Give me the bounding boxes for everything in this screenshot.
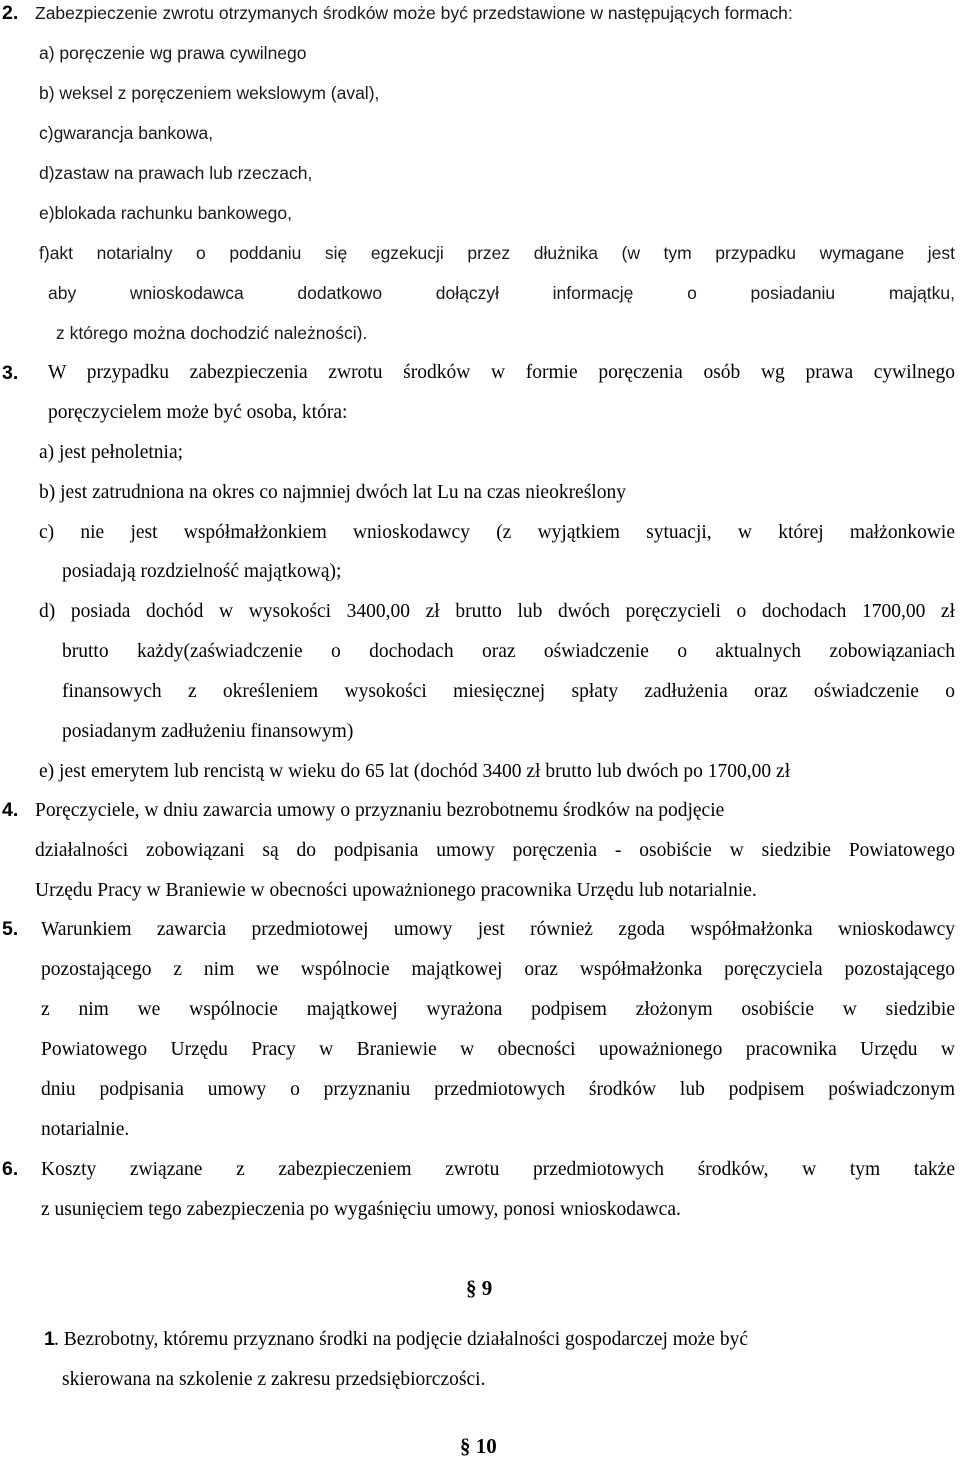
item-5-line-1: Warunkiem zawarcia przedmiotowej umowy jest również zgoda współmałżonka wnioskodawcy [41, 919, 955, 940]
item-2-number: 2. [2, 2, 19, 24]
section-9-line-2: skierowana na szkolenie z zakresu przedsiębiorczości. [62, 1369, 486, 1390]
item-3-condition-b: b) jest zatrudniona na okres co najmniej dwóch lat Lu na czas nieokreślony [39, 482, 626, 503]
item-3-condition-e: e) jest emerytem lub rencistą w wieku do 65 lat (dochód 3400 zł brutto lub dwóch po 1700,00 zł [39, 761, 791, 782]
section-9-item-number: 1 [44, 1328, 55, 1350]
item-3-line-1: W przypadku zabezpieczenia zwrotu środków w formie poręczenia osób wg prawa cywilnego [48, 362, 955, 383]
item-3-number: 3. [2, 362, 19, 384]
item-5-line-5: dniu podpisania umowy o przyznaniu przedmiotowych środków lub podpisem poświadczonym [41, 1079, 955, 1100]
section-9-heading: § 9 [466, 1276, 493, 1300]
item-2-option-f-cont-2: z którego można dochodzić należności). [56, 323, 368, 343]
item-4-line-1: Poręczyciele, w dniu zawarcia umowy o przyznaniu bezrobotnemu środków na podjęcie [35, 800, 725, 821]
item-2-option-c: c)gwarancja bankowa, [39, 123, 214, 143]
item-3-condition-d-cont-3: posiadanym zadłużeniu finansowym) [62, 721, 354, 742]
item-2-option-f: f)akt notarialny o poddaniu się egzekucji przez dłużnika (w tym przypadku wymagane jest [39, 243, 955, 263]
section-10-heading: § 10 [460, 1434, 497, 1458]
item-5-number: 5. [2, 918, 19, 940]
item-2-option-d: d)zastaw na prawach lub rzeczach, [39, 163, 313, 183]
item-5-line-3: z nim we wspólnocie majątkowej wyrażona podpisem złożonym osobiście w siedzibie [41, 999, 955, 1020]
item-3-condition-d-cont-2: finansowych z określeniem wysokości miesięcznej spłaty zadłużenia oraz oświadczenie o [62, 681, 955, 702]
item-5-line-2: pozostającego z nim we wspólnocie majątkowej oraz współmałżonka poręczyciela pozostającego [41, 959, 955, 980]
item-2-option-f-cont-1: aby wnioskodawca dodatkowo dołączył informację o posiadaniu majątku, [48, 283, 955, 303]
item-5-line-6: notarialnie. [41, 1119, 130, 1140]
item-5-line-4: Powiatowego Urzędu Pracy w Braniewie w obecności upoważnionego pracownika Urzędu w [41, 1039, 955, 1060]
item-2-option-a: a) poręczenie wg prawa cywilnego [39, 43, 307, 63]
item-4-number: 4. [2, 799, 19, 821]
item-6-line-1: Koszty związane z zabezpieczeniem zwrotu przedmiotowych środków, w tym także [41, 1159, 955, 1180]
section-9-line-1: . Bezrobotny, któremu przyznano środki na podjęcie działalności gospodarczej może być [54, 1329, 748, 1350]
item-3-line-2: poręczycielem może być osoba, która: [48, 402, 348, 423]
item-6-number: 6. [2, 1158, 19, 1180]
item-2-option-b: b) weksel z poręczeniem wekslowym (aval), [39, 83, 380, 103]
item-3-condition-c: c) nie jest współmałżonkiem wnioskodawcy (z wyjątkiem sytuacji, w której małżonkowie [39, 522, 955, 543]
item-3-condition-a: a) jest pełnoletnia; [39, 442, 184, 463]
item-3-condition-c-cont: posiadają rozdzielność majątkową); [62, 561, 342, 582]
item-4-line-3: Urzędu Pracy w Braniewie w obecności upoważnionego pracownika Urzędu lub notarialnie. [35, 880, 757, 901]
item-2-option-e: e)blokada rachunku bankowego, [39, 203, 292, 223]
item-6-line-2: z usunięciem tego zabezpieczenia po wygaśnięciu umowy, ponosi wnioskodawca. [41, 1199, 681, 1220]
item-3-condition-d: d) posiada dochód w wysokości 3400,00 zł brutto lub dwóch poręczycieli o dochodach 1700,00 zł [39, 601, 955, 622]
item-3-condition-d-cont-1: brutto każdy(zaświadczenie o dochodach oraz oświadczenie o aktualnych zobowiązaniach [62, 641, 955, 662]
item-4-line-2: działalności zobowiązani są do podpisania umowy poręczenia - osobiście w siedzibie Powiatowego [35, 840, 955, 861]
item-2-intro: Zabezpieczenie zwrotu otrzymanych środków może być przedstawione w następujących formach: [35, 3, 793, 23]
